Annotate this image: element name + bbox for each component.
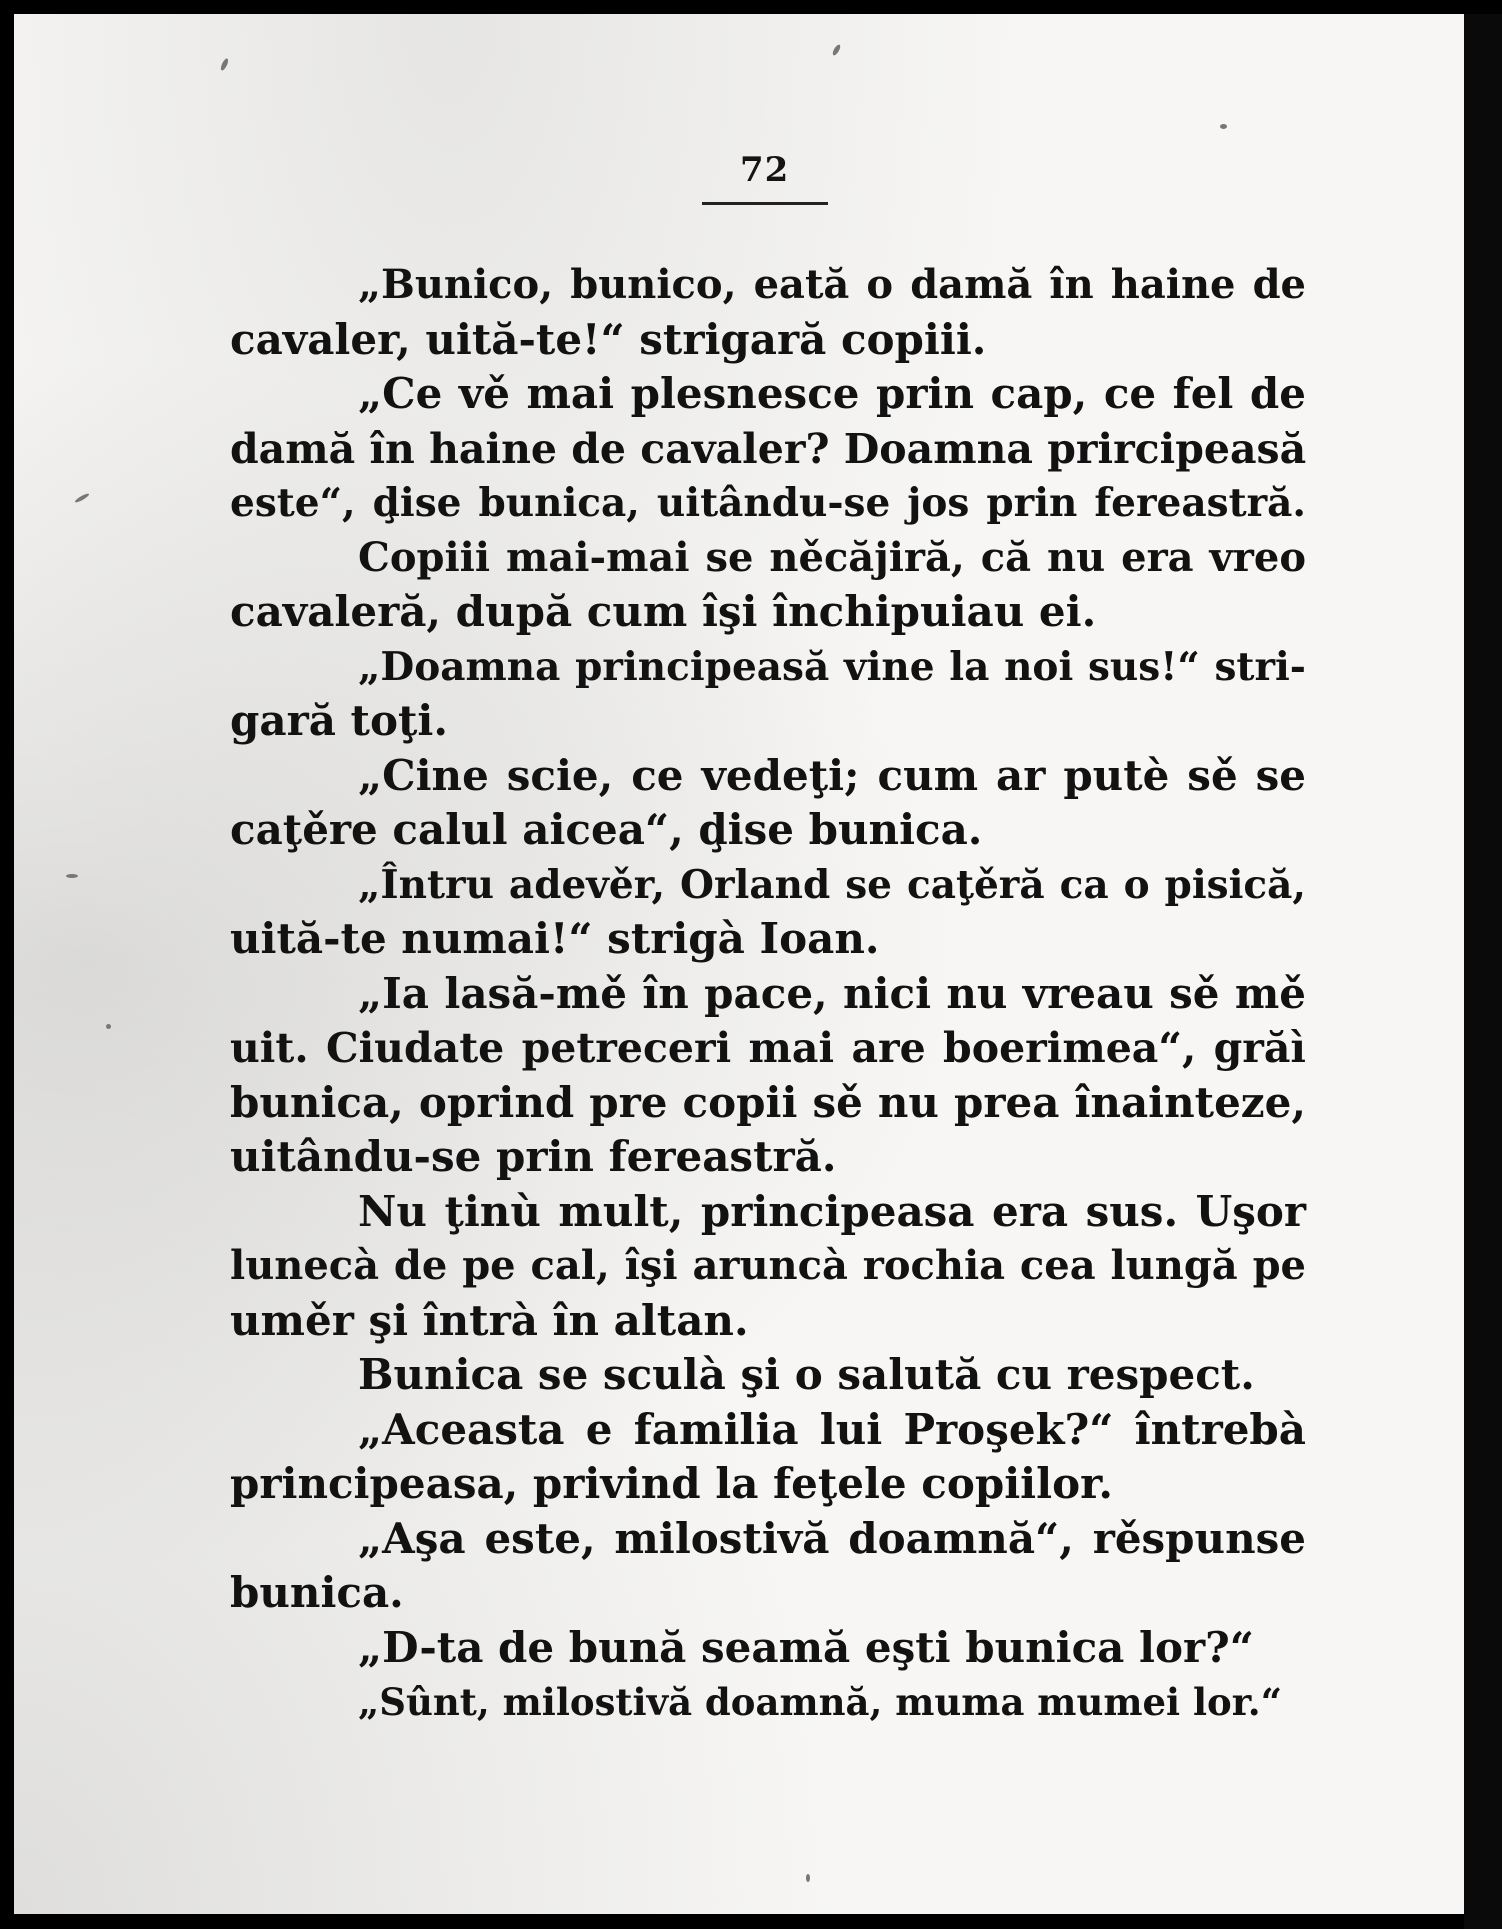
text-line: bunica. [230,1568,404,1617]
ink-speck [74,492,90,503]
text-line: Bunica se sculà şi o salută cu respect. [358,1350,1255,1399]
text-line: principeasa, privind la feţele copiilor. [230,1459,1113,1508]
text-line: „Aceasta e familia lui Proşek?“ întrebà [358,1404,1306,1454]
text-line: cavaler, uită-te!“ strigară copiii. [230,314,987,364]
text-line: gară toţi. [230,696,448,745]
text-line: uit. Ciudate petreceri mai are boerimea“, grăì [230,1024,1306,1072]
text-line: „Ce vě mai plesnesce prin cap, ce fel de [358,369,1306,418]
page-number: 72 [740,150,790,190]
text-line: lunecà de pe cal, îşi aruncà rochia cea lungă pe [230,1242,1306,1289]
text-line: bunica, oprind pre copii sě nu prea înainteze, [230,1077,1306,1127]
text-line: uitându-se prin fereastră. [230,1132,837,1181]
page-number-underline [702,202,828,205]
ink-speck [806,1874,810,1882]
text-line: „Doamna principeasă vine la noi sus!“ stri- [358,643,1306,690]
text-line: „Ia lasă-mě în pace, nici nu vreau sě mě [358,968,1306,1018]
text-line: uměr şi întrà în altan. [230,1295,749,1345]
ink-speck [831,44,841,57]
ink-speck [1220,124,1227,129]
text-line: cavaleră, după cum îşi închipuiau ei. [230,587,1097,636]
ink-speck [66,874,78,878]
text-line: este“, ḑise bunica, uitându-se jos prin fereastră. [230,480,1306,526]
text-line: Copiii mai-mai se něcăjiră, că nu era vreo [358,533,1306,581]
text-line: „Sûnt, milostivă doamnă, muma mumei lor.“ [358,1680,1282,1724]
text-line: „D-ta de bună seamă eşti bunica lor?“ [358,1622,1254,1672]
text-line: „Cine scie, ce vedeţi; cum ar putè sě se [358,750,1306,800]
body-text [230,258,1306,1730]
text-line: „Aşa este, milostivă doamnă“, rěspunse [358,1513,1306,1563]
ink-speck [219,58,229,72]
text-line: caţěre calul aicea“, ḑise bunica. [230,805,983,854]
text-line: Nu ţinù mult, principeasa era sus. Uşor [358,1186,1306,1236]
page-shadow-edge [1464,14,1502,1929]
text-line: uită-te numai!“ strigà Ioan. [230,914,880,963]
ink-speck [106,1024,111,1029]
text-line: „Întru adevěr, Orland se caţěră ca o pisică, [358,861,1306,908]
text-line: „Bunico, bunico, eată o damă în haine de [358,261,1306,308]
text-line: damă în haine de cavaler? Doamna prircipeasă [230,424,1307,473]
